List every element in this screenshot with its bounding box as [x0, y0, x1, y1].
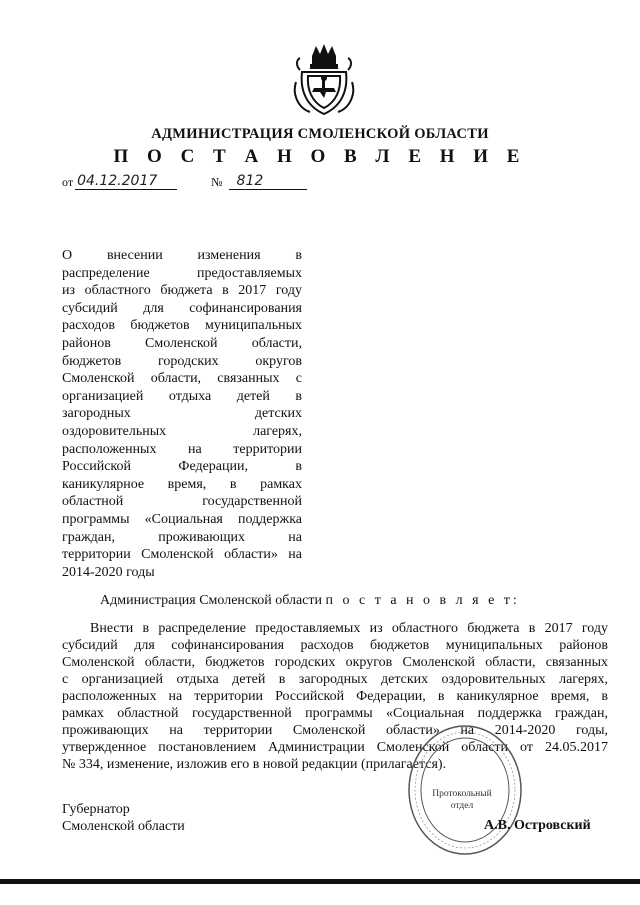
document-subject — [62, 247, 302, 581]
body-line: с организацией отдыха детей в загородных детских оздоровительных лагерях, — [62, 672, 608, 687]
subject-line: оздоровительных лагерях, — [62, 423, 302, 439]
subject-line: территории Смоленской области» на — [62, 547, 302, 563]
body-line: проживающих на территории Смоленской области» на 2014-2020 годы, — [62, 723, 608, 738]
subject-line: Российской Федерации, в — [62, 459, 302, 475]
preamble-text: Администрация Смоленской области — [100, 593, 323, 608]
signer-region: Смоленской области — [62, 819, 185, 834]
preamble — [100, 593, 520, 609]
stamp-label — [430, 788, 494, 812]
subject-line: расходов бюджетов муниципальных — [62, 318, 302, 334]
body-line: утвержденное постановлением Администрации Смоленской области от 24.05.2017 — [62, 740, 608, 755]
subject-line: районов Смоленской области, — [62, 335, 302, 351]
subject-line: граждан, проживающих на — [62, 529, 302, 545]
stamp-label-line1: Протокольный — [432, 789, 492, 799]
signer-name: А.В. Островский — [484, 818, 591, 833]
subject-line: загородных детских — [62, 406, 302, 422]
number-prefix: № — [211, 175, 223, 189]
subject-line: распределение предоставляемых — [62, 265, 302, 281]
subject-line: субсидий для софинансирования — [62, 300, 302, 316]
date-number-line — [62, 173, 307, 190]
subject-line: бюджетов городских округов — [62, 353, 302, 369]
document-type-title: П О С Т А Н О В Л Е Н И Е — [113, 146, 527, 167]
date-value: 04.12.2017 — [75, 173, 177, 190]
subject-line: Смоленской области, связанных с — [62, 371, 302, 387]
subject-line: О внесении изменения в — [62, 248, 302, 263]
signer-position: Губернатор — [62, 802, 130, 817]
body-line: рамках областной государственной программы «Социальная поддержка граждан, — [62, 706, 608, 721]
body-line: № 334, изменение, изложив его в новой редакции (прилагается). — [62, 757, 447, 772]
coat-of-arms-icon — [292, 42, 356, 120]
decree-body — [62, 620, 608, 773]
subject-line: программы «Социальная поддержка — [62, 511, 302, 527]
subject-line: 2014-2020 годы — [62, 564, 155, 580]
preamble-decree-word: п о с т а н о в л я е т: — [325, 593, 520, 608]
subject-line: из областного бюджета в 2017 году — [62, 283, 302, 299]
body-line: субсидий для софинансирования расходов бюджетов муниципальных районов — [62, 638, 608, 653]
subject-line: расположенных на территории — [62, 441, 302, 457]
body-line: расположенных на территории Российской Федерации, в каникулярное время, в — [62, 689, 608, 704]
organization-title: АДМИНИСТРАЦИЯ СМОЛЕНСКОЙ ОБЛАСТИ — [151, 126, 489, 142]
number-value: 812 — [229, 173, 307, 190]
subject-line: областной государственной — [62, 494, 302, 510]
stamp-label-line2: отдел — [450, 801, 474, 811]
subject-line: организацией отдыха детей в — [62, 388, 302, 404]
signer-title — [62, 801, 185, 835]
date-prefix: от — [62, 175, 74, 189]
subject-line: каникулярное время, в рамках — [62, 476, 302, 492]
body-line: Внести в распределение предоставляемых из областного бюджета в 2017 году — [90, 621, 608, 636]
body-line: Смоленской области, бюджетов городских округов Смоленской области, связанных — [62, 655, 608, 670]
bottom-rule — [0, 879, 640, 884]
